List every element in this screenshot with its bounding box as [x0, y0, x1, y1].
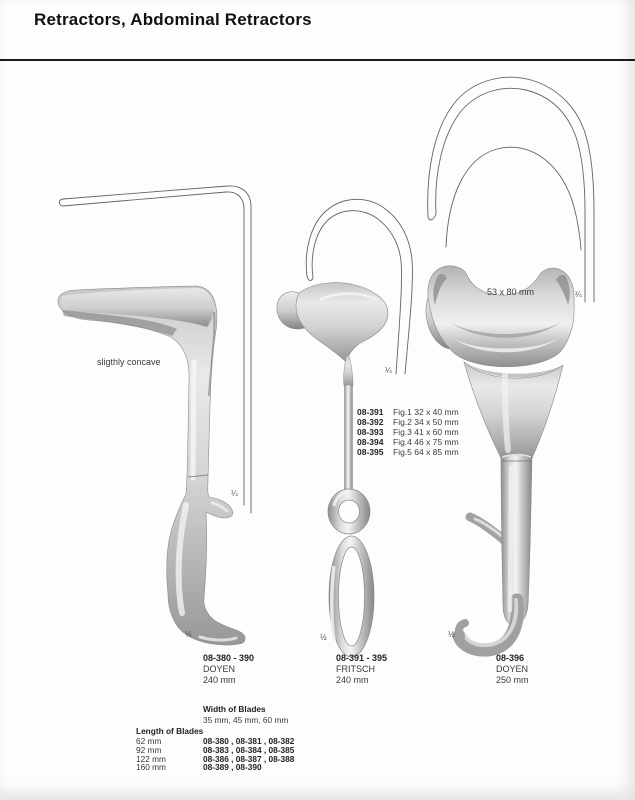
fritsch-retractor-illustration [277, 283, 388, 657]
variant-desc: Fig.3 41 x 60 mm [393, 427, 459, 437]
blade-codes: 08-386 , 08-387 , 08-388 [203, 753, 295, 764]
variant-desc: Fig.5 64 x 85 mm [393, 447, 459, 457]
product-name: DOYEN [203, 664, 236, 674]
doyen-large-retractor-illustration [426, 266, 574, 650]
product-label-doyen-240 [203, 653, 254, 686]
page-title: Retractors, Abdominal Retractors [34, 10, 312, 29]
blade-length: 122 mm [136, 753, 166, 764]
blade-length: 92 mm [136, 744, 162, 755]
scale-indicator: ¼ [385, 366, 392, 375]
blade-codes: 08-389 , 08-390 [203, 762, 262, 773]
variant-code: 08-393 [357, 427, 384, 437]
scale-indicator: ½ [320, 633, 327, 642]
blade-length: 62 mm [136, 736, 162, 746]
product-code: 08-391 - 395 [336, 653, 388, 663]
length-of-blades-header: Length of Blades [136, 726, 204, 736]
variant-row [357, 417, 459, 427]
variant-code: 08-392 [357, 417, 384, 427]
product-size: 240 mm [336, 675, 369, 685]
right-blade-size-label: 53 x 80 mm [487, 287, 535, 297]
blade-length: 160 mm [136, 762, 166, 773]
width-of-blades-values: 35 mm, 45 mm, 60 mm [203, 715, 289, 725]
scale-indicator: ¼ [231, 489, 238, 498]
scale-indicator: ½ [185, 630, 192, 639]
product-name: DOYEN [496, 664, 529, 674]
variant-code: 08-395 [357, 447, 384, 457]
product-size: 250 mm [496, 675, 529, 685]
variant-row [357, 437, 459, 447]
variant-desc: Fig.1 32 x 40 mm [393, 407, 459, 417]
variant-row [357, 447, 459, 457]
product-size: 240 mm [203, 675, 236, 685]
product-label-doyen-250 [496, 653, 529, 686]
product-name: FRITSCH [336, 664, 375, 674]
variant-code: 08-391 [357, 407, 384, 417]
scale-indicator: ½ [448, 630, 455, 639]
blade-size-table [136, 737, 294, 772]
blade-codes: 08-383 , 08-384 , 08-385 [203, 744, 295, 755]
product-code: 08-396 [496, 653, 525, 663]
left-blade-note: sligthly concave [97, 357, 161, 367]
variant-desc: Fig.4 46 x 75 mm [393, 437, 459, 447]
variant-code: 08-394 [357, 437, 384, 447]
blade-size-row [136, 763, 294, 772]
doyen-side-profile-wire [59, 186, 251, 513]
product-code: 08-380 - 390 [203, 653, 255, 663]
scale-indicator: ¼ [575, 290, 582, 299]
product-label-fritsch-240 [336, 653, 387, 686]
variant-desc: Fig.2 34 x 50 mm [393, 417, 459, 427]
variant-row [357, 427, 459, 437]
width-of-blades-header: Width of Blades [203, 704, 266, 714]
doyen-retractor-illustration [58, 286, 245, 645]
variant-table [357, 407, 459, 457]
variant-row [357, 407, 459, 417]
blade-codes: 08-380 , 08-381 , 08-382 [203, 736, 295, 746]
